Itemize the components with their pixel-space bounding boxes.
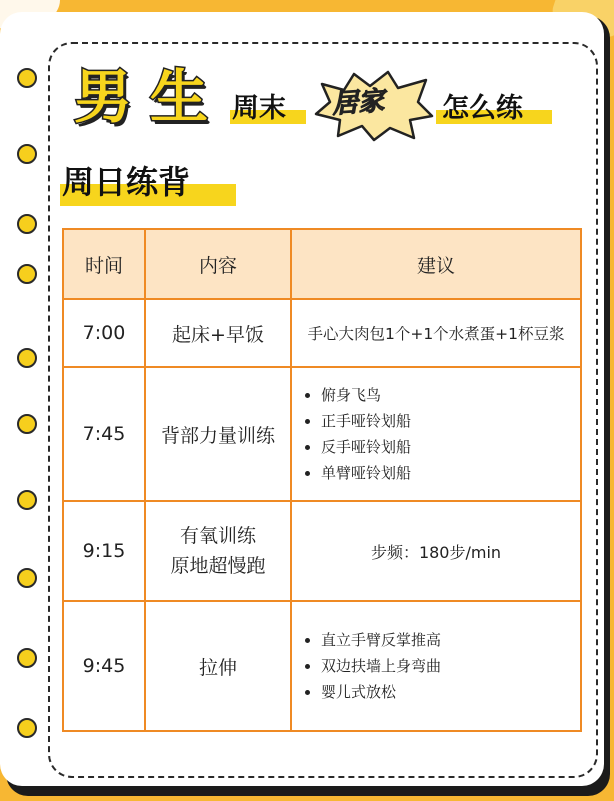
binder-ring-icon [17, 214, 37, 234]
list-item: 正手哑铃划船 [321, 408, 579, 434]
table-row [63, 367, 581, 501]
time-cell: 7:45 [63, 367, 145, 501]
list-item: 反手哑铃划船 [321, 434, 579, 460]
binder-ring-icon [17, 144, 37, 164]
binder-ring-icon [17, 718, 37, 738]
suggestion-list [293, 382, 579, 486]
content-cell: 起床+早饭 [145, 299, 291, 367]
list-item: 单臂哑铃划船 [321, 460, 579, 486]
content-cell: 拉伸 [145, 601, 291, 731]
suggestion-cell: 手心大肉包1个+1个水煮蛋+1杯豆浆 [291, 299, 581, 367]
binder-ring-icon [17, 414, 37, 434]
column-header-suggestion: 建议 [291, 229, 581, 299]
table-row [63, 501, 581, 601]
suggestion-cell [291, 367, 581, 501]
suggestion-cell [291, 601, 581, 731]
page-title [70, 62, 580, 144]
title-word: 周末 [232, 93, 286, 124]
schedule-table [62, 228, 582, 732]
column-header-time: 时间 [63, 229, 145, 299]
suggestion-cell: 步频：180步/min [291, 501, 581, 601]
time-cell: 7:00 [63, 299, 145, 367]
title-word: 怎么练 [442, 93, 523, 124]
list-item: 婴儿式放松 [321, 679, 579, 705]
binder-ring-icon [17, 568, 37, 588]
time-cell: 9:15 [63, 501, 145, 601]
table-row [63, 299, 581, 367]
list-item: 直立手臂反掌推高 [321, 627, 579, 653]
content-cell: 背部力量训练 [145, 367, 291, 501]
binder-ring-icon [17, 648, 37, 668]
content-line: 原地超慢跑 [170, 555, 266, 577]
content-cell [145, 501, 291, 601]
section-title: 周日练背 [62, 163, 191, 201]
column-header-content: 内容 [145, 229, 291, 299]
table-header-row [63, 229, 581, 299]
title-char: 生 [150, 63, 209, 131]
binder-ring-icon [17, 264, 37, 284]
title-char: 男 [74, 63, 133, 131]
list-item: 双边扶墙上身弯曲 [321, 653, 579, 679]
table-row [63, 601, 581, 731]
time-cell: 9:45 [63, 601, 145, 731]
binder-ring-icon [17, 490, 37, 510]
content-line: 有氧训练 [179, 525, 256, 547]
binder-ring-icon [17, 68, 37, 88]
binder-ring-icon [17, 348, 37, 368]
title-badge: 居家 [331, 86, 386, 120]
list-item: 俯身飞鸟 [321, 382, 579, 408]
notebook-page [0, 12, 604, 786]
suggestion-list [293, 627, 579, 705]
